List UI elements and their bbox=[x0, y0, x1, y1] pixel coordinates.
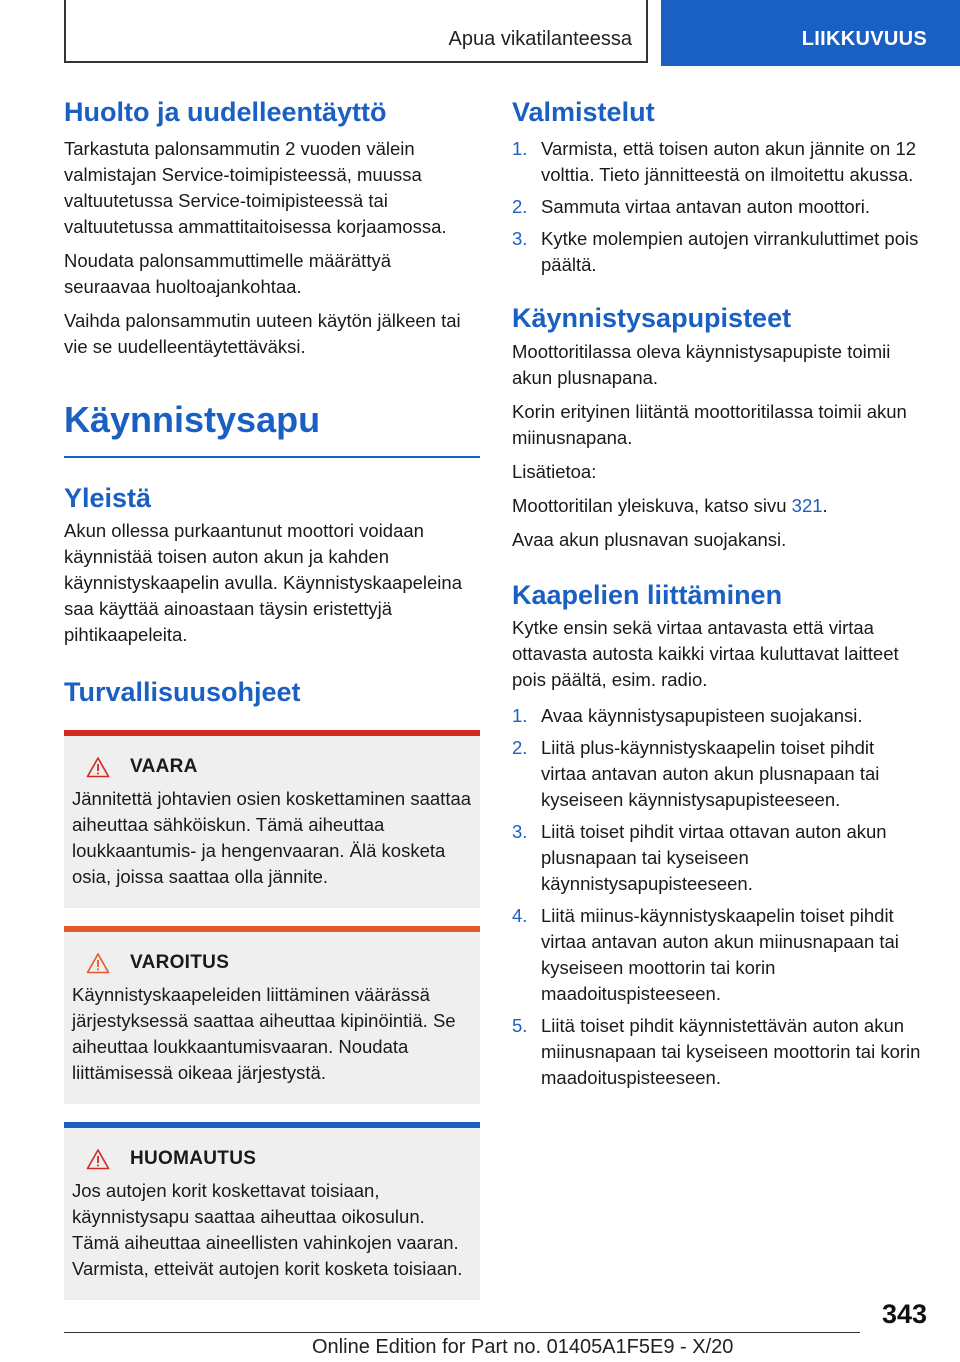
left-column bbox=[64, 96, 480, 1318]
list-item: 2. Sammuta virtaa antavan auton moottori. bbox=[512, 196, 871, 218]
general-heading: Yleistä bbox=[64, 482, 152, 513]
preparation-steps bbox=[512, 136, 924, 278]
warning-note-title: VAROITUS bbox=[130, 952, 230, 974]
jump-points-paragraph-4: Moottoritilan yleiskuva, katso sivu 321. bbox=[512, 494, 828, 516]
header-chapter-title: LIIKKUVUUS bbox=[801, 28, 927, 50]
jump-points-paragraph-5: Avaa akun plusnavan suojakansi. bbox=[512, 528, 787, 550]
cable-connection-steps bbox=[512, 703, 924, 1091]
footer-rule bbox=[64, 1332, 860, 1333]
warning-note-text: Käynnistyskaapeleiden liittäminen väärässä järjestyksessä saattaa aiheuttaa kipinöintiä. Se aiheuttaa loukkaantumisvaaran. Noudata liittämisessä oikeaa järjestystä. bbox=[72, 984, 456, 1084]
list-item: 1. Avaa käynnistysapupisteen suojakansi. bbox=[512, 705, 863, 727]
preparation-heading: Valmistelut bbox=[512, 97, 655, 127]
list-item: 4. Liitä miinus-käynnistyskaapelin toiset pihdit virtaa antavan auton akun miinusnapaan tai kyseiseen moottorin tai korin maadoituspisteeseen. bbox=[512, 905, 899, 1005]
header-section-box bbox=[64, 0, 648, 63]
jump-points-paragraph-1: Moottoritilassa oleva käynnistysapupiste toimii akun plusnapana. bbox=[512, 340, 891, 388]
right-column bbox=[512, 96, 924, 1099]
list-item: 1. Varmista, että toisen auton akun jännite on 12 volttia. Tieto jännitteestä on ilmoitettu akussa. bbox=[512, 138, 917, 186]
jump-points-paragraph-3: Lisätietoa: bbox=[512, 460, 597, 482]
page-reference-link[interactable]: 321 bbox=[791, 494, 823, 516]
jump-points-heading: Käynnistysapupisteet bbox=[512, 303, 792, 334]
notice-note bbox=[64, 1122, 480, 1300]
warning-triangle-icon bbox=[86, 1148, 110, 1170]
notice-note-text: Jos autojen korit koskettavat toisiaan, käynnistysapu saattaa aiheuttaa oikosulun. Tämä aiheuttaa aineellisten vahinkojen vaaran. Varmista, etteivät autojen korit kosketa toisiaan. bbox=[72, 1180, 463, 1280]
warning-triangle-icon bbox=[86, 756, 110, 778]
notice-note-title: HUOMAUTUS bbox=[130, 1148, 257, 1170]
header-section-title: Apua vikatilanteessa bbox=[448, 28, 632, 50]
maintenance-heading: Huolto ja uudelleentäyttö bbox=[64, 97, 387, 127]
safety-heading: Turvallisuusohjeet bbox=[64, 676, 301, 707]
danger-note-text: Jännitettä johtavien osien koskettaminen saattaa aiheuttaa sähköiskun. Tämä aiheuttaa loukkaantumis- ja hengenvaaran. Älä kosketa osia, joissa saattaa olla jännite. bbox=[72, 788, 472, 888]
danger-note-title: VAARA bbox=[130, 756, 198, 778]
warning-triangle-icon bbox=[86, 952, 110, 974]
jump-start-heading: Käynnistysapu bbox=[64, 399, 321, 441]
page-number: 343 bbox=[881, 1299, 927, 1329]
footer-edition: Online Edition for Part no. 01405A1F5E9 - X/20 bbox=[312, 1336, 734, 1358]
maintenance-paragraph-1: Tarkastuta palonsammutin 2 vuoden välein valmistajan Service-toimipisteessä, muussa valtuutetussa Service-toimipisteessä tai valtuutetussa ammattitaitoisessa korjaamossa. bbox=[64, 138, 447, 238]
cable-connection-paragraph: Kytke ensin sekä virtaa antavasta että virtaa ottavasta autosta kaikki virtaa kuluttavat laitteet pois päältä, esim. radio. bbox=[512, 617, 899, 691]
warning-note bbox=[64, 926, 480, 1104]
list-item: 3. Kytke molempien autojen virrankuluttimet pois päältä. bbox=[512, 228, 919, 276]
list-item: 3. Liitä toiset pihdit virtaa ottavan auton akun plusnapaan tai kyseiseen käynnistysapupisteeseen. bbox=[512, 821, 887, 895]
cable-connection-heading: Kaapelien liittäminen bbox=[512, 579, 783, 610]
general-paragraph: Akun ollessa purkaantunut moottori voidaan käynnistää toisen auton akun ja kahden käynnistyskaapelin avulla. Käynnistyskaapeleina saa käyttää ainoastaan täysin eristettyjä pihtikaapeleita. bbox=[64, 519, 462, 645]
maintenance-paragraph-3: Vaihda palonsammutin uuteen käytön jälkeen tai vie se uudelleentäytettäväksi. bbox=[64, 310, 461, 358]
danger-note bbox=[64, 730, 480, 908]
maintenance-paragraph-2: Noudata palonsammuttimelle määrättyä seuraavaa huoltoajankohtaa. bbox=[64, 250, 391, 298]
list-item: 2. Liitä plus-käynnistyskaapelin toiset pihdit virtaa antavan auton akun plusnapaan tai kyseiseen käynnistysapupisteeseen. bbox=[512, 737, 880, 811]
list-item: 5. Liitä toiset pihdit käynnistettävän auton akun miinusnapaan tai kyseiseen moottorin tai korin maadoituspisteeseen. bbox=[512, 1015, 921, 1089]
header-chapter-tab bbox=[661, 0, 960, 66]
jump-points-paragraph-2: Korin erityinen liitäntä moottoritilassa toimii akun miinusnapana. bbox=[512, 400, 907, 448]
